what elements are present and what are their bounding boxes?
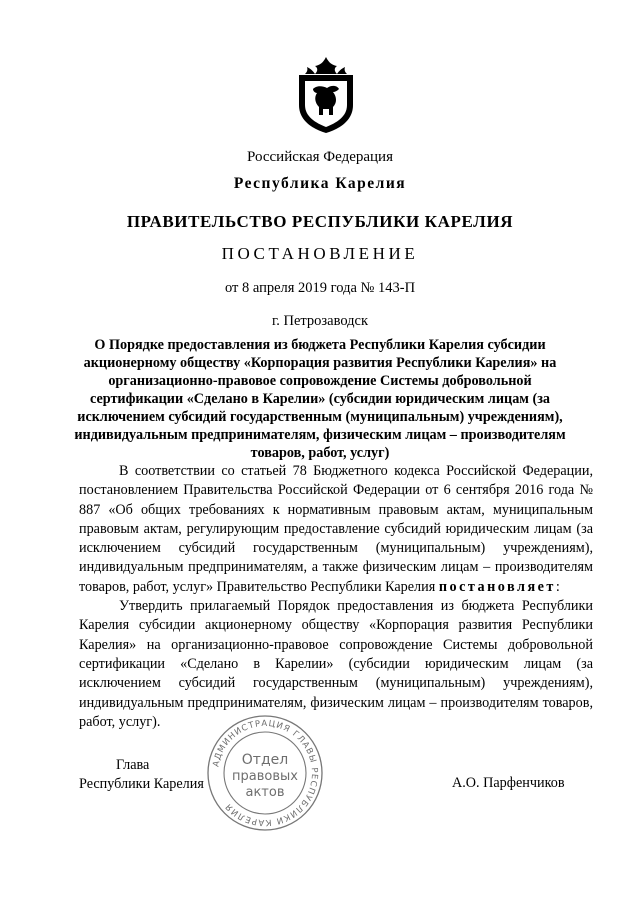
body-paragraph-2: Утвердить прилагаемый Порядок предоставления из бюджета Республики Карелия субсидии акционерному обществу «Корпорация развития Республики Карелия» на организационно-правовое сопровождение Системы добровольной сертификации «Сделано в Карелии» (субсидии юридическим лицам (за исключением субсидий государственным (муниципальным) учреждениям), индивидуальным предпринимателям, физическим лицам – производителям товаров, работ, услуг). — [79, 598, 593, 730]
republic-name: Республика Карелия — [233, 175, 407, 192]
country-name: Российская Федерация — [247, 149, 393, 165]
karelia-coat-of-arms-icon — [293, 55, 359, 135]
body-paragraph-1 — [79, 462, 593, 597]
document-type: ПОСТАНОВЛЕНИЕ — [221, 244, 419, 263]
stamp-line-2: правовых — [232, 769, 298, 784]
government-name: ПРАВИТЕЛЬСТВО РЕСПУБЛИКИ КАРЕЛИЯ — [126, 212, 514, 231]
date-and-number: от 8 апреля 2019 года № 143-П — [224, 280, 416, 296]
stamp-ring-text: АДМИНИСТРАЦИЯ ГЛАВЫ РЕСПУБЛИКИ КАРЕЛИЯ — [211, 718, 320, 828]
round-stamp-icon — [205, 712, 325, 834]
signatory-role — [79, 756, 204, 794]
decree-colon: : — [555, 578, 560, 595]
signatory-role-line-2: Республики Карелия — [79, 776, 204, 792]
paragraph-1-text: В соответствии со статьей 78 Бюджетного кодекса Российской Федерации, постановлением Правительства Российской Федерации от 6 сентября 2016 года № 887 «Об общих требованиях к нормативным правовым актам, муниципальным правовым актам, регулирующим предоставление субсидий юридическим лицам (за исключением субсидий государственным (муниципальным) учреждениям), индивидуальным предпринимателям, а также физическим лицам – производителям товаров, работ, услуг» Правительство Республики Карелия — [79, 463, 593, 595]
stamp-line-1: Отдел — [241, 752, 289, 768]
signatory-name: А.О. Парфенчиков — [452, 775, 565, 791]
decree-word: постановляет — [438, 578, 556, 595]
document-body — [79, 462, 593, 732]
document-title: О Порядке предоставления из бюджета Республики Карелия субсидии акционерному обществу «Корпорация развития Республики Карелия» на организационно-правовое сопровождение Системы добровольной сертификации «Сделано в Карелии» (субсидии юридическим лицам (за исключением субсидий государственным (муниципальным) учреждениям), индивидуальным предпринимателям, физическим лицам – производителям товаров, работ, услуг) — [74, 337, 566, 461]
city: г. Петрозаводск — [271, 313, 369, 329]
stamp-line-3: актов — [245, 785, 285, 800]
signatory-role-line-1: Глава — [116, 757, 150, 773]
